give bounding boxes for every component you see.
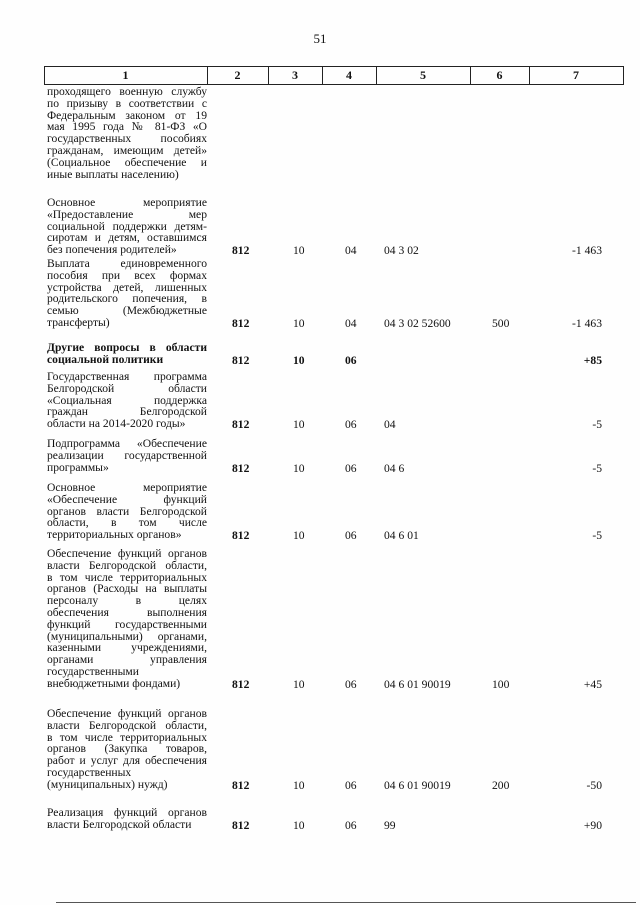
cell-c4: 04 xyxy=(345,244,357,258)
description-line: Основное мероприятие xyxy=(47,196,207,209)
description-line: государственных пособиях xyxy=(47,132,207,146)
description-line: власти Белгородской области xyxy=(47,817,192,831)
cell-c2: 812 xyxy=(232,818,250,832)
description-line: Обеспечение функций органов xyxy=(47,547,207,560)
cell-c5: 99 xyxy=(384,818,396,832)
row-description xyxy=(47,197,207,256)
header-col-1: 1 xyxy=(122,68,129,82)
row-description xyxy=(47,371,207,430)
header-col-4: 4 xyxy=(346,68,352,82)
description-line: персоналу в целях xyxy=(47,594,207,608)
description-line: государственных xyxy=(47,765,132,779)
cell-c2: 812 xyxy=(232,353,250,367)
cell-c5: 04 6 01 90019 xyxy=(384,778,451,792)
header-col-2: 2 xyxy=(234,68,241,82)
cell-c5: 04 3 02 52600 xyxy=(384,317,451,330)
cell-c3: 10 xyxy=(293,461,305,475)
page-number: 51 xyxy=(313,31,327,46)
description-line: иные выплаты населению) xyxy=(47,167,179,181)
description-line: мая 1995 года № 81-ФЗ «О xyxy=(47,120,207,134)
cell-c7: +90 xyxy=(583,818,602,832)
cell-c2: 812 xyxy=(232,418,250,432)
cell-c7: -1 463 xyxy=(572,317,602,330)
footer-line xyxy=(56,902,636,903)
cell-c2: 812 xyxy=(232,244,250,258)
description-line: граждан Белгородской xyxy=(47,405,207,419)
row-description xyxy=(47,482,207,541)
description-line: казенными учреждениями, xyxy=(47,641,207,655)
row-description xyxy=(47,548,207,690)
description-line: в том числе территориальных xyxy=(47,570,207,584)
cell-c6: 200 xyxy=(492,778,510,792)
description-line: области на 2014-2020 годы» xyxy=(47,417,186,431)
cell-c7: -1 463 xyxy=(572,244,602,258)
cell-c5: 04 6 01 xyxy=(384,529,419,543)
cell-c3: 10 xyxy=(293,677,305,691)
cell-c5: 04 3 02 xyxy=(384,244,419,258)
row-description xyxy=(47,342,207,366)
column-divider xyxy=(623,66,624,85)
description-line: (Социальное обеспечение и xyxy=(47,155,207,169)
description-line: «Обеспечение функций xyxy=(47,492,207,506)
description-line: органов власти Белгородской xyxy=(47,504,207,518)
description-line: реализации государственной xyxy=(47,448,207,462)
description-line: устройства детей, лишенных xyxy=(47,280,207,294)
description-line: родительского попечения, в xyxy=(47,292,207,306)
description-line: социальной поддержки детям- xyxy=(47,219,207,233)
description-line: (муниципальных) нужд) xyxy=(47,777,168,791)
cell-c5: 04 6 01 90019 xyxy=(384,677,451,691)
description-line: государственными xyxy=(47,664,139,678)
row-description xyxy=(47,438,207,473)
cell-c4: 06 xyxy=(345,529,357,543)
description-line: семью (Межбюджетные xyxy=(47,304,207,318)
cell-c4: 06 xyxy=(345,778,357,792)
description-line: Реализация функций органов xyxy=(47,806,207,819)
cell-c3: 10 xyxy=(293,529,305,543)
description-line: гражданам, имеющим детей» xyxy=(47,143,207,157)
description-line: «Предоставление мер xyxy=(47,207,207,221)
description-line: пособия при всех формах xyxy=(47,268,207,282)
cell-c4: 06 xyxy=(345,353,357,367)
description-line: органов (Закупка товаров, xyxy=(47,742,207,756)
description-line: внебюджетными фондами) xyxy=(47,676,181,690)
description-line: Федеральным законом от 19 xyxy=(47,108,207,122)
row-description xyxy=(47,807,207,831)
description-line: социальной политики xyxy=(47,352,164,366)
cell-c7: +45 xyxy=(583,677,602,691)
description-line: функций государственными xyxy=(47,617,207,631)
description-line: Другие вопросы в области xyxy=(47,341,207,354)
cell-c6: 500 xyxy=(492,317,510,330)
description-line: без попечения родителей» xyxy=(47,243,177,257)
header-col-6: 6 xyxy=(496,68,503,82)
cell-c3: 10 xyxy=(293,778,305,792)
header-col-5: 5 xyxy=(420,68,426,82)
description-line: программы» xyxy=(47,460,109,474)
cell-c4: 06 xyxy=(345,818,357,832)
description-line: Государственная программа xyxy=(47,370,207,383)
cell-c7: -5 xyxy=(592,461,602,475)
description-line: по призыву в соответствии с xyxy=(47,96,207,110)
description-line: власти Белгородской области, xyxy=(47,558,207,572)
cell-c4: 06 xyxy=(345,418,357,432)
cell-c3: 10 xyxy=(293,317,305,330)
cell-c2: 812 xyxy=(232,677,250,691)
description-line: Основное мероприятие xyxy=(47,481,207,494)
description-line: Подпрограмма «Обеспечение xyxy=(47,437,207,450)
description-line: «Социальная поддержка xyxy=(47,393,207,407)
cell-c3: 10 xyxy=(293,418,305,432)
cell-c7: -50 xyxy=(586,778,602,792)
description-line: сиротам и детям, оставшимся xyxy=(47,231,207,245)
description-line: Выплата единовременного xyxy=(47,257,207,270)
description-line: Белгородской области xyxy=(47,381,207,395)
cell-c2: 812 xyxy=(232,529,250,543)
cell-c5: 04 xyxy=(384,418,396,432)
cell-c6: 100 xyxy=(492,677,510,691)
description-line: территориальных органов» xyxy=(47,528,182,542)
description-line: трансферты) xyxy=(47,315,110,329)
row-description xyxy=(47,258,207,329)
description-line: власти Белгородской области, xyxy=(47,718,207,732)
cell-c7: +85 xyxy=(583,353,602,367)
description-line: в том числе территориальных xyxy=(47,730,207,744)
description-line: проходящего военную службу xyxy=(47,85,207,98)
description-line: органами управления xyxy=(47,653,207,667)
cell-c5: 04 6 xyxy=(384,461,405,475)
cell-c2: 812 xyxy=(232,461,250,475)
row-description xyxy=(47,86,207,180)
cell-c4: 06 xyxy=(345,461,357,475)
cell-c7: -5 xyxy=(592,418,602,432)
cell-c2: 812 xyxy=(232,317,250,330)
cell-c7: -5 xyxy=(592,529,602,543)
cell-c4: 04 xyxy=(345,317,357,330)
row-description xyxy=(47,708,207,791)
description-line: органов (Расходы на выплаты xyxy=(47,582,207,596)
cell-c3: 10 xyxy=(293,353,305,367)
cell-c3: 10 xyxy=(293,818,305,832)
cell-c4: 06 xyxy=(345,677,357,691)
cell-c3: 10 xyxy=(293,244,305,258)
description-line: обеспечения выполнения xyxy=(47,605,207,619)
description-line: Обеспечение функций органов xyxy=(47,707,207,720)
description-line: работ и услуг для обеспечения xyxy=(47,754,207,768)
header-col-3: 3 xyxy=(292,68,298,82)
description-line: (муниципальными) органами, xyxy=(47,629,207,643)
description-line: области, в том числе xyxy=(47,516,207,530)
header-col-7: 7 xyxy=(573,68,579,82)
cell-c2: 812 xyxy=(232,778,250,792)
